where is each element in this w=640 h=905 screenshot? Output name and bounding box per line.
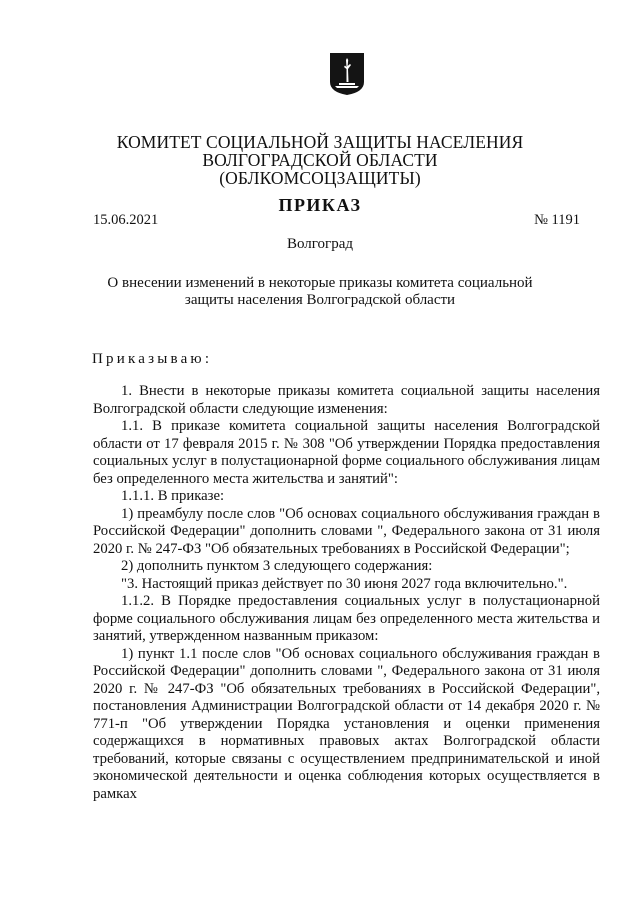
document-date: 15.06.2021 (93, 212, 159, 228)
organization-abbreviation: (ОБЛКОМСОЦЗАЩИТЫ) (219, 168, 421, 188)
paragraph: 1.1.2. В Порядке предоставления социальных услуг в полустационарной форме социального обслуживания лицам без определенного места жительства и занятий, утвержденном названным приказом: (93, 593, 600, 644)
document-city: Волгоград (286, 236, 353, 252)
document-body (93, 383, 600, 803)
document-number: № 1191 (534, 212, 580, 228)
paragraph: 1) пункт 1.1 после слов "Об основах социального обслуживания граждан в Российской Федерации" дополнить словами ", Федерального закона от 31 июля 2020 г. № 247-ФЗ "Об обязательных требованиях в Российской Федерации", постановления Администрации Волгоградской области от 14 декабря 2020 г. № 771-п "Об утверждении Порядка установления и оценки применения содержащихся в нормативных правовых актах Волгоградской области требований, которые связаны с осуществлением предпринимательской и иной экономической деятельности и оценка соблюдения которых осуществляется в рамках (93, 645, 600, 802)
paragraph: 2) дополнить пунктом 3 следующего содержания: (121, 558, 433, 574)
document-subject (0, 275, 640, 309)
coat-of-arms-emblem (329, 52, 365, 96)
document-type-title: ПРИКАЗ (278, 195, 362, 215)
subject-line-1: О внесении изменений в некоторые приказы комитета социальной (107, 275, 533, 291)
paragraph: 1. Внести в некоторые приказы комитета социальной защиты населения Волгоградской области следующие изменения: (93, 383, 600, 417)
order-directive: Приказываю: (92, 351, 213, 367)
paragraph: 1.1.1. В приказе: (121, 488, 225, 504)
paragraph: "3. Настоящий приказ действует по 30 июня 2027 года включительно.". (121, 575, 568, 592)
organization-name-line-1: КОМИТЕТ СОЦИАЛЬНОЙ ЗАЩИТЫ НАСЕЛЕНИЯ (116, 132, 524, 152)
paragraph: 1) преамбулу после слов "Об основах социального обслуживания граждан в Российской Федерации" дополнить словами ", Федерального закона от 31 июля 2020 г. № 247-ФЗ "Об обязательных требованиях в Российской Федерации"; (93, 505, 600, 557)
subject-line-2: защиты населения Волгоградской области (184, 292, 456, 308)
organization-name-line-2: ВОЛГОГРАДСКОЙ ОБЛАСТИ (202, 150, 438, 170)
paragraph: 1.1. В приказе комитета социальной защиты населения Волгоградской области от 17 февраля 2015 г. № 308 "Об утверждении Порядка предоставления социальных услуг в полустационарной форме социального обслуживания лицам без определенного места жительства и занятий": (93, 418, 600, 487)
